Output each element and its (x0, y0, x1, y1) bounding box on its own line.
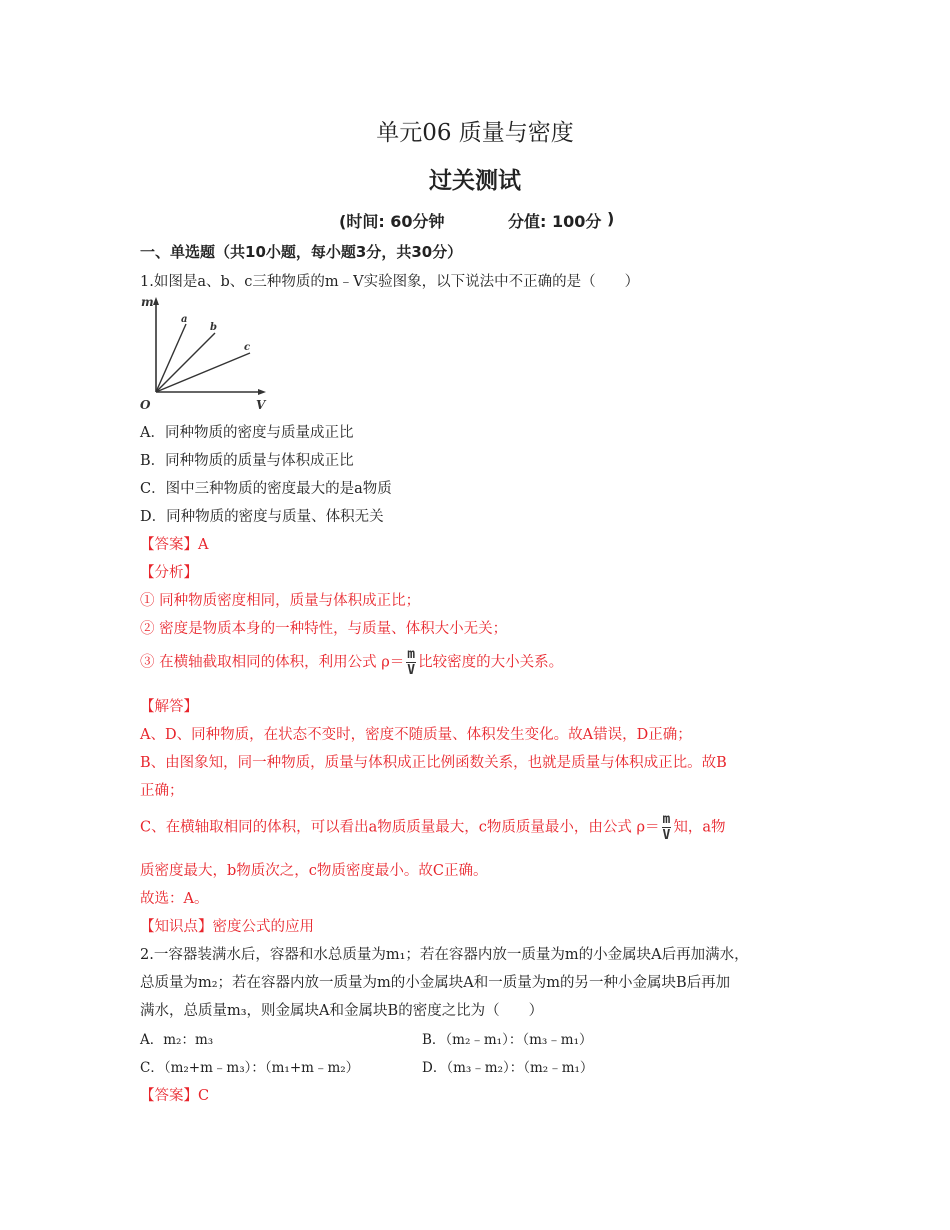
page-title: 单元06 质量与密度 (376, 120, 574, 146)
mv-graph (138, 292, 278, 414)
knowledge-label: 【知识点】 (140, 919, 213, 935)
q2-option-c: C．（m₂+m﹣m₃）：（m₁+m﹣m₂） (140, 1060, 360, 1076)
question-2-stem-3: 满水，总质量m₃，则金属块A和金属块B的密度之比为（ ） (140, 1003, 544, 1019)
line-b (156, 333, 215, 392)
solution-line-4 (140, 813, 725, 842)
formula-denominator: V (407, 663, 416, 678)
solution-line-5: 质密度最大，b物质次之，c物质密度最小。故C正确。 (140, 863, 488, 879)
question-2-stem-1: 2.一容器装满水后，容器和水总质量为m₁；若在容器内放一质量为m的小金属块A后再加满水， (140, 947, 749, 963)
q2-option-a: A．m₂：m₃ (140, 1032, 214, 1048)
time-info: (时间: 60分钟 (339, 212, 445, 231)
score-info: 分值: 100分 (508, 212, 602, 231)
question-1-stem: 1.如图是a、b、c三种物质的m﹣V实验图象，以下说法中不正确的是（ ） (140, 274, 640, 290)
solution-line-6: 故选：A。 (140, 891, 209, 907)
origin-label: O (140, 398, 151, 412)
analysis-point-3 (140, 648, 563, 677)
y-axis-label: m (141, 295, 154, 309)
analysis-point-3-tail: 比较密度的大小关系。 (418, 654, 564, 671)
knowledge-text: 密度公式的应用 (212, 919, 314, 935)
analysis-point-2: ② 密度是物质本身的一种特性，与质量、体积大小无关； (140, 621, 508, 637)
analysis-label: 【分析】 (140, 565, 198, 581)
formula-2-numerator: m (662, 812, 671, 827)
x-axis-label: V (256, 398, 266, 412)
answer-2: 【答案】C (140, 1088, 210, 1104)
q2-option-b: B．（m₂﹣m₁）：（m₃﹣m₁） (422, 1032, 593, 1048)
option-b: B．同种物质的质量与体积成正比 (140, 453, 354, 469)
formula-numerator: m (407, 647, 416, 662)
meta-close: ) (607, 209, 615, 228)
page-subtitle: 过关测试 (429, 168, 521, 194)
knowledge-point (140, 915, 314, 936)
formula-2-denominator: V (662, 828, 671, 843)
solution-line-4-tail: 知，a物 (673, 819, 726, 836)
solution-line-2: B、由图象知，同一种物质，质量与体积成正比例函数关系，也就是质量与体积成正比。故B (140, 755, 727, 771)
line-a-label: a (181, 314, 188, 325)
solution-line-3: 正确； (140, 783, 184, 799)
y-axis-arrow-icon (153, 297, 159, 305)
x-axis-arrow-icon (258, 389, 266, 395)
analysis-point-3-text: ③ 在横轴截取相同的体积，利用公式 ρ＝ (140, 654, 405, 671)
q2-option-d: D．（m₃﹣m₂）：（m₂﹣m₁） (422, 1060, 594, 1076)
analysis-point-1: ① 同种物质密度相同，质量与体积成正比； (140, 593, 421, 609)
option-c: C．图中三种物质的密度最大的是a物质 (140, 481, 392, 497)
solution-line-4-text: C、在横轴取相同的体积，可以看出a物质质量最大，c物质质量最小，由公式 ρ＝ (140, 819, 660, 836)
answer-1: 【答案】A (140, 537, 209, 553)
section-heading: 一、单选题（共10小题，每小题3分，共30分） (140, 243, 463, 261)
density-formula-2 (662, 813, 672, 842)
solution-label: 【解答】 (140, 699, 198, 715)
density-formula (406, 648, 416, 677)
line-c-label: c (244, 342, 251, 353)
question-2-stem-2: 总质量为m₂；若在容器内放一质量为m的小金属块A和一质量为m的另一种小金属块B后再加 (140, 975, 731, 991)
line-b-label: b (210, 322, 217, 333)
solution-line-1: A、D、同种物质，在状态不变时，密度不随质量、体积发生变化。故A错误，D正确； (140, 727, 692, 743)
option-d: D．同种物质的密度与质量、体积无关 (140, 509, 384, 525)
option-a: A．同种物质的密度与质量成正比 (140, 425, 354, 441)
